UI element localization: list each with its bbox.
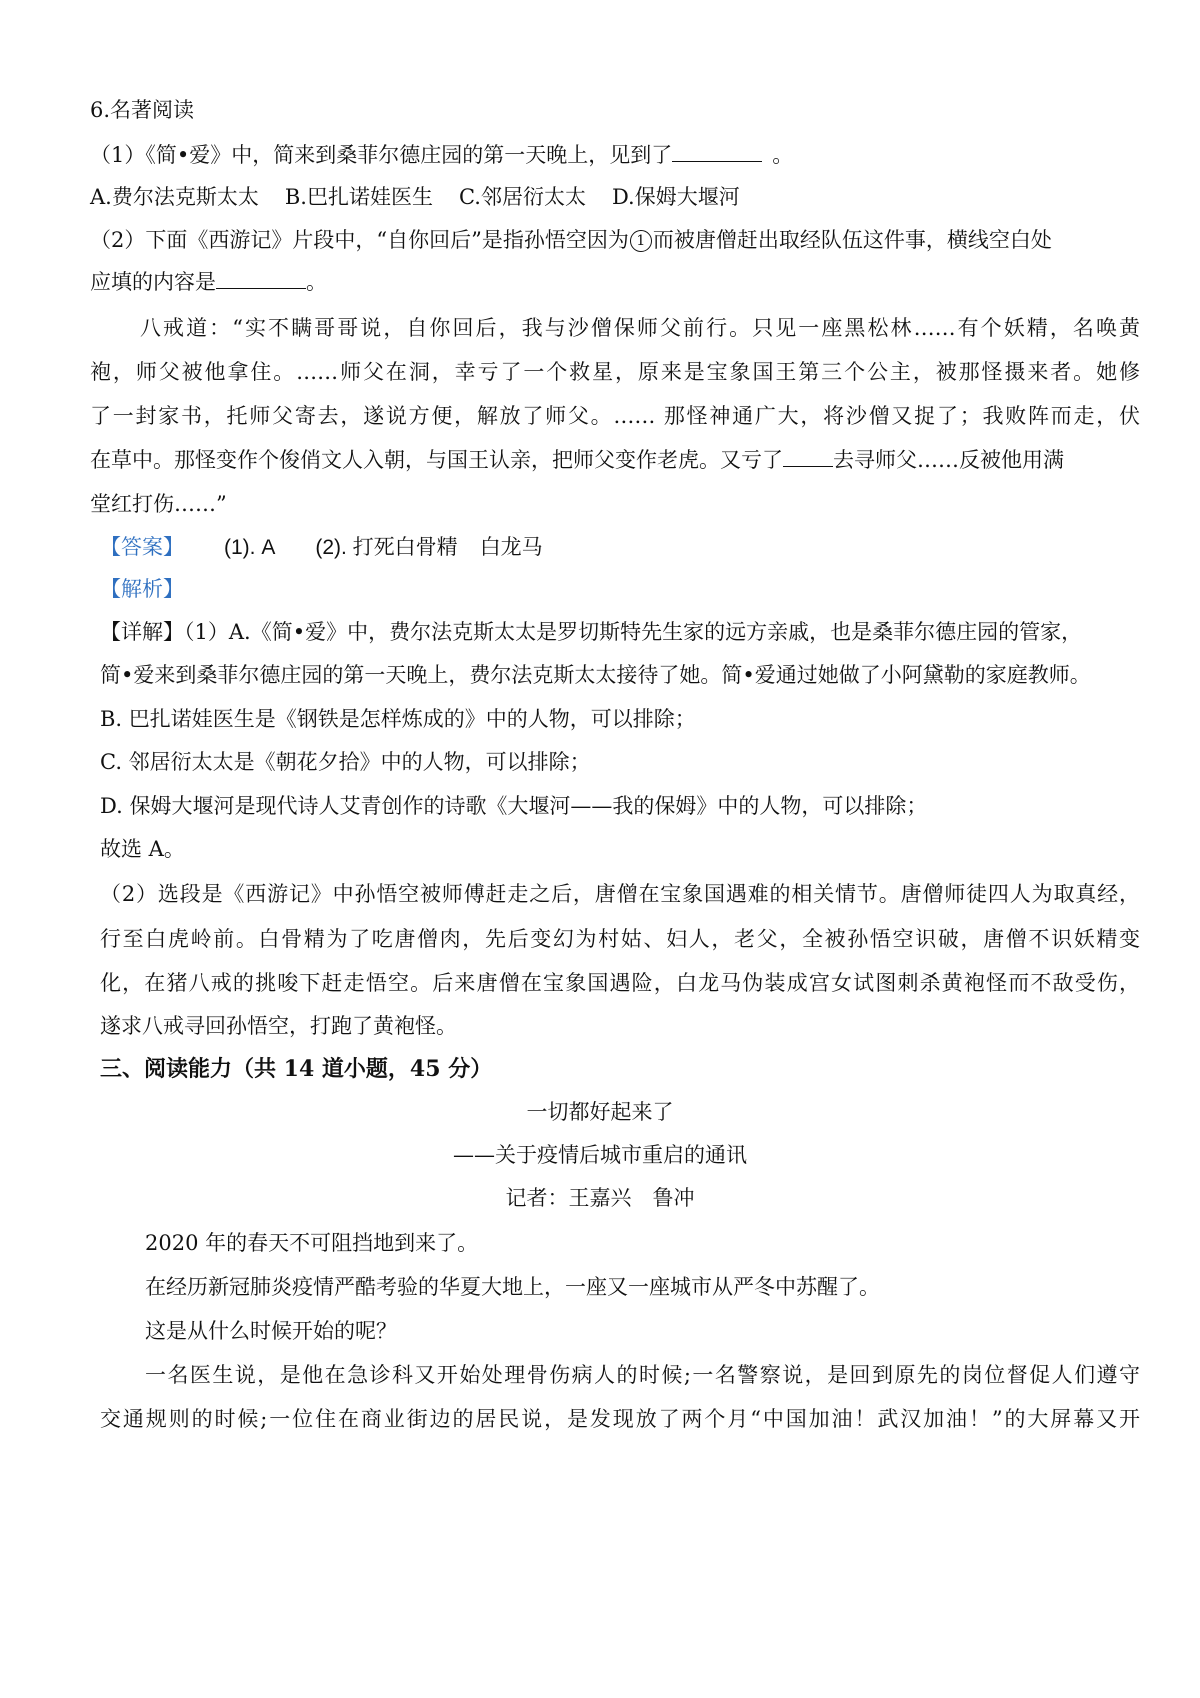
detail2-line: 化，在猪八戒的挑唆下赶走悟空。后来唐僧在宝象国遇险，白龙马伪装成宫女试图刺杀黄袍怪而不敌受伤， <box>100 971 1140 995</box>
article-byline: 记者：王嘉兴 鲁冲 <box>505 1186 695 1210</box>
option-a: A.费尔法克斯太太 <box>90 185 259 209</box>
passage-line: 了一封家书，托师父寄去，遂说方便，解放了师父。…… 那怪神通广大，将沙僧又捉了；我败阵而走，伏 <box>90 404 1140 428</box>
detail2-last-line: 遂求八戒寻回孙悟空，打跑了黄袍怪。 <box>100 1014 457 1038</box>
answer-3: 白龙马 <box>479 535 543 559</box>
circled-number-marker: 1 <box>630 230 652 252</box>
detail-line-1 <box>100 618 1082 646</box>
analysis-label: 【解析】 <box>100 577 184 601</box>
question-title: 6.名著阅读 <box>90 98 195 122</box>
passage-text-b: 去寻师父……反被他用满 <box>833 448 1064 472</box>
answer-blank-2 <box>216 268 306 289</box>
detail2-line: 行至白虎岭前。白骨精为了吃唐僧肉，先后变幻为村姑、妇人，老父，全被孙悟空识破，唐僧不识妖精变 <box>100 927 1140 951</box>
passage-line-4 <box>90 446 1064 474</box>
sub-question-2-text-c: 应填的内容是 <box>90 270 216 294</box>
article-paragraph: 交通规则的时候;一位住在商业街边的居民说，是发现放了两个月“中国加油！武汉加油！”的大屏幕又开 <box>100 1407 1140 1431</box>
passage-line-5: 堂红打伤……” <box>90 492 227 516</box>
sub-question-2-text-b: 而被唐僧赶出取经队伍这件事，横线空白处 <box>652 228 1052 252</box>
sub-question-2-end: 。 <box>306 270 327 294</box>
passage-line: 袍，师父被他拿住。……师父在洞，幸亏了一个救星，原来是宝象国王第三个公主，被那怪摄来者。她修 <box>90 360 1140 384</box>
passage-blank <box>783 446 833 467</box>
answer-label: 【答案】 <box>100 535 184 559</box>
detail-choice: 故选 A。 <box>100 837 185 861</box>
option-d: D.保姆大堰河 <box>611 185 740 209</box>
article-paragraph: 2020 年的春天不可阻挡地到来了。 <box>145 1231 479 1255</box>
sub-question-2-line2 <box>90 268 327 296</box>
answer-1: (1). A <box>224 536 276 559</box>
sub-question-1 <box>90 141 793 169</box>
answer-row <box>100 533 543 562</box>
article-paragraph: 这是从什么时候开始的呢？ <box>145 1319 397 1343</box>
article-paragraph: 一名医生说，是他在急诊科又开始处理骨伤病人的时候;一名警察说，是回到原先的岗位督促人们遵守 <box>145 1363 1140 1387</box>
section-heading: 三、阅读能力（共 14 道小题，45 分） <box>100 1056 493 1082</box>
article-subtitle: ——关于疫情后城市重启的通讯 <box>453 1143 747 1167</box>
sub-question-2-line1 <box>90 226 1052 254</box>
sub-question-2-text-a: （2）下面《西游记》片段中，“自你回后”是指孙悟空因为 <box>90 228 629 252</box>
sub-question-1-text: （1）《简•爱》中，简来到桑菲尔德庄园的第一天晚上，见到了 <box>90 143 673 167</box>
detail2-line: （2）选段是《西游记》中孙悟空被师傅赶走之后，唐僧在宝象国遇难的相关情节。唐僧师徒四人为取真经， <box>100 882 1140 906</box>
sub-question-1-end: 。 <box>772 143 794 167</box>
options-row <box>90 183 740 211</box>
detail-line-2: 简•爱来到桑菲尔德庄园的第一天晚上，费尔法克斯太太接待了她。简•爱通过她做了小阿黛勒的家庭教师。 <box>100 663 1091 687</box>
article-title: 一切都好起来了 <box>526 1100 674 1124</box>
answer-blank <box>672 141 762 162</box>
article-paragraph: 在经历新冠肺炎疫情严酷考验的华夏大地上，一座又一座城市从严冬中苏醒了。 <box>145 1275 880 1299</box>
detail-label: 【详解】 <box>100 620 184 644</box>
option-b: B.巴扎诺娃医生 <box>284 185 433 209</box>
detail-option-d: D. 保姆大堰河是现代诗人艾青创作的诗歌《大堰河——我的保姆》中的人物，可以排除； <box>100 794 928 818</box>
detail-text-1: （1）A.《简•爱》中，费尔法克斯太太是罗切斯特先生家的远方亲戚，也是桑菲尔德庄园的管家， <box>184 620 1083 644</box>
detail-option-c: C. 邻居衍太太是《朝花夕拾》中的人物，可以排除； <box>100 750 591 774</box>
passage-text-a: 在草中。那怪变作个俊俏文人入朝，与国王认亲，把师父变作老虎。又亏了 <box>90 448 783 472</box>
option-c: C.邻居衍太太 <box>458 185 586 209</box>
answer-2: (2). 打死白骨精 <box>315 536 458 559</box>
detail-option-b: B. 巴扎诺娃医生是《钢铁是怎样炼成的》中的人物，可以排除； <box>100 707 696 731</box>
passage-line: 八戒道：“实不瞒哥哥说，自你回后，我与沙僧保师父前行。只见一座黑松林……有个妖精，名唤黄 <box>140 316 1140 340</box>
